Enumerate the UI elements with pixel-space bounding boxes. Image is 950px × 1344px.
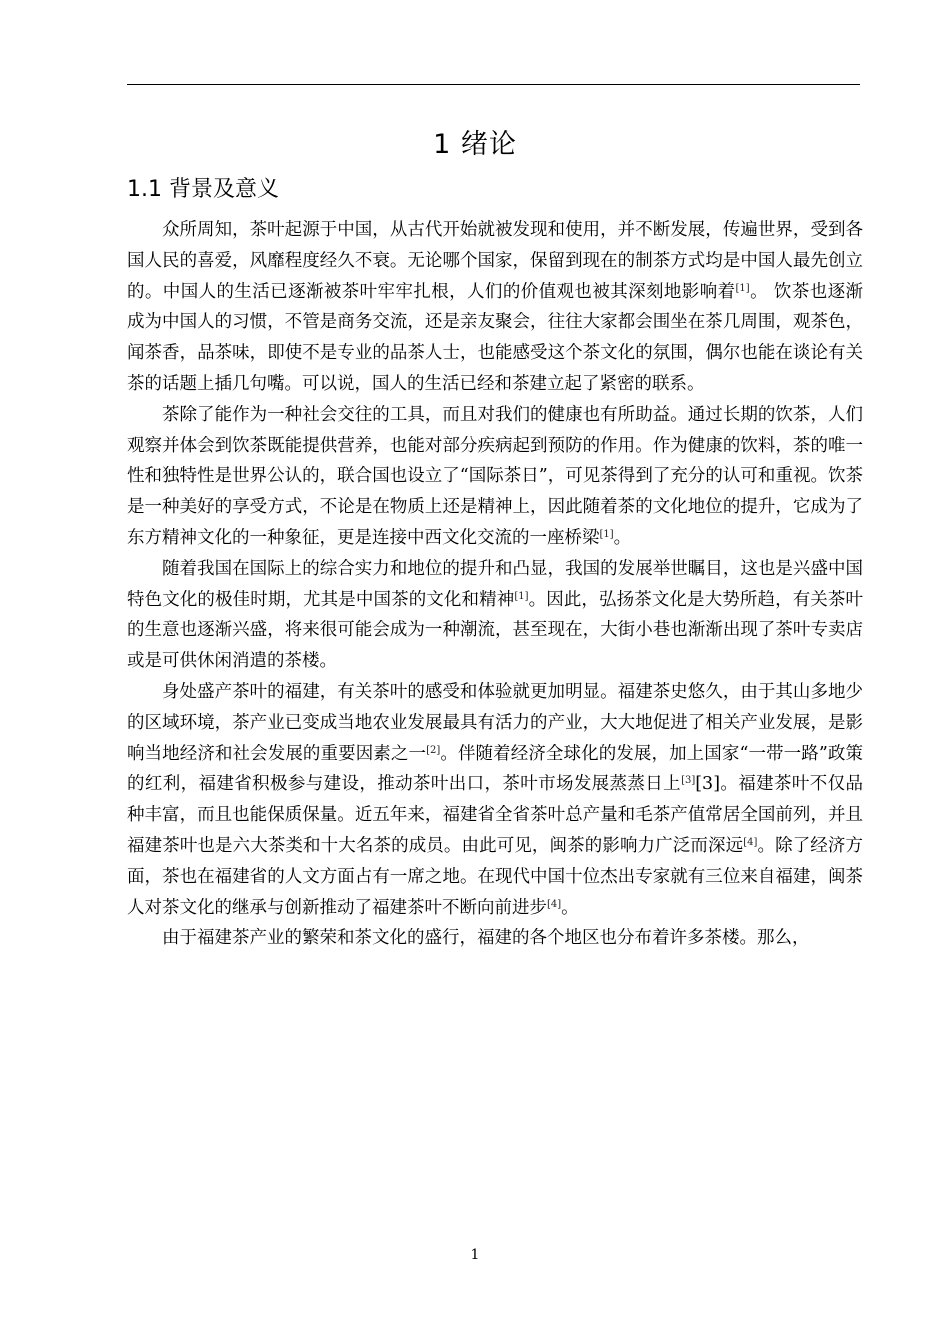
text-run: 。因此，弘扬茶文化是大势所趋，有关茶叶的生意也逐渐兴盛，将来很可能会成为一种潮流，甚至现在，大街小巷也渐渐出现了茶叶专卖店或是可供休闲消遣的茶楼。 [127,589,864,672]
text-run: 。除了经济方面，茶也在福建省的人文方面占有一席之地。在现代中国十位杰出专家就有三位来自福建，闽茶人对茶文化的继承与创新推动了福建茶叶不断向前进步 [127,835,864,918]
text-run: 身处盛产茶叶的福建，有关茶叶的感受和体验就更加明显。福建茶史悠久，由于其山多地少的区域环境，茶产业已变成当地农业发展最具有活力的产业，大大地促进了相关产业发展，是影响当地经济和社会发展的重要因素之一 [127,681,863,764]
section-title: 1.1 背景及意义 [127,177,279,202]
citation-ref: [3] [681,775,696,787]
chapter-title: 1 绪论 [433,129,517,160]
text-run: 。 饮茶也逐渐成为中国人的习惯，不管是商务交流，还是亲友聚会，往往大家都会围坐在茶几周围，观茶色，闻茶香，品茶味，即使不是专业的品茶人士，也能感受这个茶文化的氛围，偶尔也能在谈论有关茶的话题上插几句嘴。可以说，国人的生活已经和茶建立起了紧密的联系。 [127,281,864,394]
text-run: 众所周知，茶叶起源于中国，从古代开始就被发现和使用，并不断发展，传遍世界，受到各国人民的喜爱，风靡程度经久不衰。无论哪个国家，保留到现在的制茶方式均是中国人最先创立的。中国人的生活已逐渐被茶叶牢牢扎根，人们的价值观也被其深刻地影响着 [127,220,863,302]
paragraph-5 [127,923,863,954]
page-number: 1 [470,1247,480,1263]
body-text [127,215,863,954]
text-run: 随着我国在国际上的综合实力和地位的提升和凸显，我国的发展举世瞩目，这也是兴盛中国特色文化的极佳时期，尤其是中国茶的文化和精神 [127,558,863,610]
paragraph-4 [127,677,863,923]
text-run: 。 [613,527,632,548]
text-run: 。 [561,897,579,918]
header-rule [127,84,860,85]
citation-ref: [4] [547,898,562,910]
citation-ref: [1] [514,590,529,602]
paragraph-3 [127,554,863,677]
text-run: [3]。福建茶叶不仅品种丰富，而且也能保质保量。近五年来，福建省全省茶叶总产量和毛茶产值常居全国前列，并且福建茶叶也是六大茶类和十大名茶的成员。由此可见，闽茶的影响力广泛而深远 [127,774,864,856]
paragraph-2 [127,400,863,554]
text-run: 。伴随着经济全球化的发展，加上国家“一带一路”政策的红利，福建省积极参与建设，推动茶叶出口，茶叶市场发展蒸蒸日上 [127,743,863,795]
citation-ref: [4] [743,836,758,848]
citation-ref: [2] [426,744,441,756]
citation-ref: [1] [599,528,614,540]
paragraph-1 [127,215,863,400]
text-run: 由于福建茶产业的繁荣和茶文化的盛行，福建的各个地区也分布着许多茶楼。那么， [162,928,810,949]
text-run: 茶除了能作为一种社会交往的工具，而且对我们的健康也有所助益。通过长期的饮茶，人们观察并体会到饮茶既能提供营养，也能对部分疾病起到预防的作用。作为健康的饮料，茶的唯一性和独特性是世界公认的，联合国也设立了“国际茶日”，可见茶得到了充分的认可和重视。饮茶是一种美好的享受方式，不论是在物质上还是精神上，因此随着茶的文化地位的提升，它成为了东方精神文化的一种象征，更是连接中西文化交流的一座桥梁 [127,404,863,548]
citation-ref: [1] [735,282,750,294]
